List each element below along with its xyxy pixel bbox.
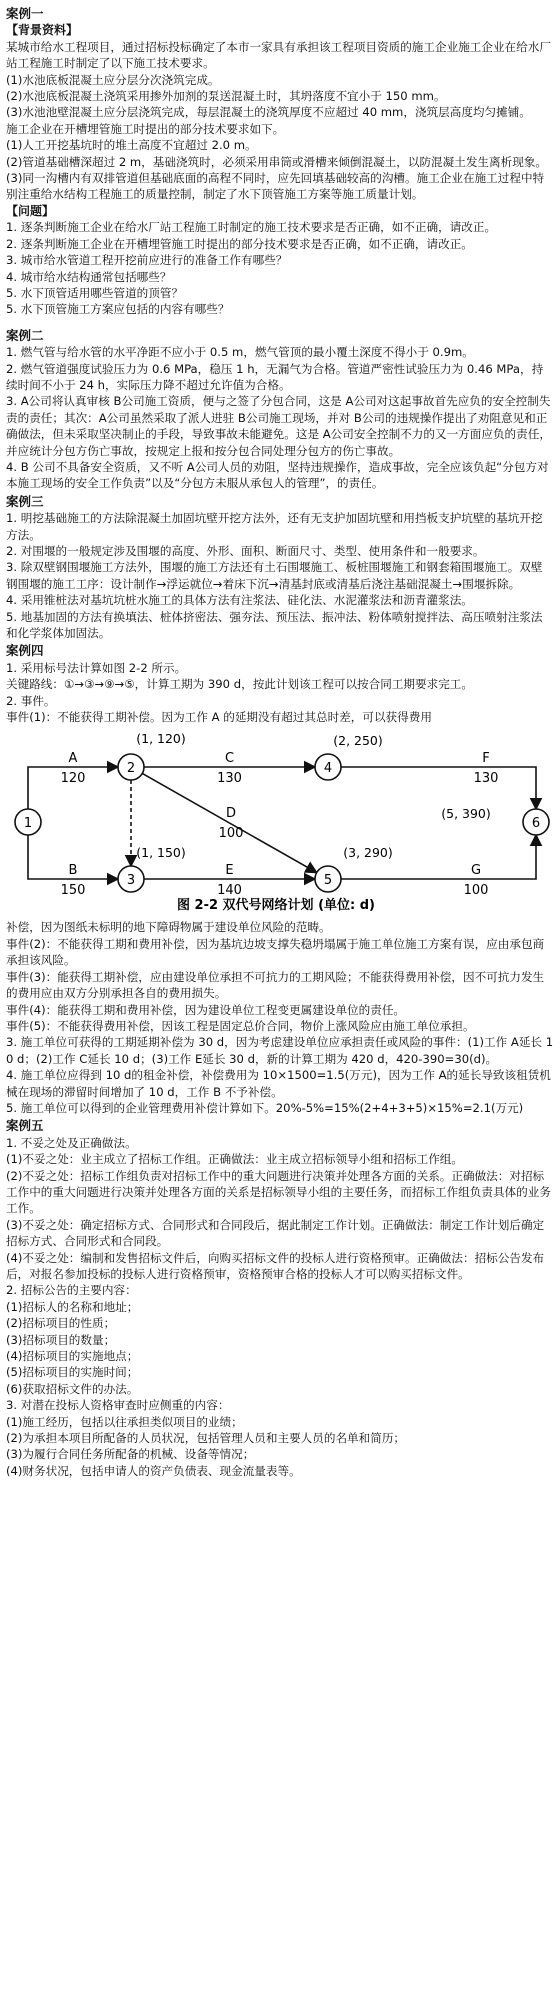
diagram-caption: 图 2-2 双代号网络计划 (单位: d) (177, 898, 375, 914)
case4-intro-line: 1. 采用标号法计算如图 2-2 所示。 (6, 660, 187, 675)
case3-item: 5. 地基加固的方法有换填法、桩体挤密法、强夯法、预压法、振冲法、粉体喷射搅拌法、高压喷射注浆法和化学浆体加固法。 (6, 609, 543, 641)
case4-line: 补偿，因为图纸未标明的地下障碍物属于建设单位风险的范畴。 (6, 920, 331, 935)
diagram-nodes (15, 731, 549, 892)
case5-line: (4)财务状况，包括申请人的资产负债表、现金流量表等。 (6, 1463, 301, 1478)
case5-line: (1)施工经历，包括以往承担类似项目的业绩； (6, 1414, 243, 1429)
case1-pipe-req: (1)人工开挖基坑时的堆土高度不宜超过 2.0 m。 (6, 138, 257, 153)
case4-title: 案例四 (6, 643, 44, 659)
activity-duration-label: 100 (463, 883, 489, 899)
case1-intro: 某城市给水工程项目，通过招标投标确定了本市一家具有承担该工程项目资质的施工企业施工企业在给水厂站工程施工时制定了以下施工技术要求。 (6, 39, 551, 71)
case1-background-label: 【背景资料】 (6, 23, 79, 38)
case4-line: 事件(5)：不能获得费用补偿，因该工程是固定总价合同，物价上涨风险应由施工单位承担。 (6, 1018, 475, 1033)
activity-duration-label: 120 (60, 771, 86, 787)
case5-line: (3)招标项目的数量； (6, 1332, 116, 1347)
case5-line: (4)招标项目的实施地点； (6, 1349, 139, 1364)
case5-line: (1)不妥之处：业主成立了招标工作组。正确做法：业主成立招标领导小组和招标工作组。 (6, 1152, 463, 1167)
case4-line: 事件(4)：能获得工期和费用补偿，因为建设单位工程变更属建设单位的责任。 (6, 1002, 406, 1017)
case2-item: 1. 燃气管与给水管的水平净距不应小于 0.5 m，燃气管顶的最小覆土深度不得小于 0.9m。 (6, 345, 474, 360)
case1-title: 案例一 (6, 6, 44, 21)
case4-line: 事件(3)：能获得工期补偿，应由建设单位承担不可抗力的工期风险；不能获得费用补偿，因不可抗力发生的费用应由双方分别承担各自的费用损失。 (6, 969, 545, 1001)
diagram-node-number: 5 (323, 873, 333, 889)
case5-line: (2)招标项目的性质； (6, 1316, 116, 1331)
activity-name-label: G (470, 863, 482, 879)
case1-question: 5. 水下顶管适用哪些管道的顶管？ (6, 285, 184, 300)
case3-item: 4. 采用锥桩法对基坑坑桩水施工的具体方法有注浆法、硅化法、水泥灌浆法和沥青灌浆法。 (6, 593, 473, 608)
case2-item: 3. A公司将认真审核 B公司施工资质，便与之签了分包合同，这是 A公司对这起事故首先应负的安全控制失责的责任；其次：A公司虽然采取了派人进驻 B公司施工现场，并对 B公司的违规操作提出了劝阻意见和正确做法，但未采取坚决制止的手段，导致事故未能避免。这是 A公司安全控制不力的又一方面应负的责任，并应统计分包方伤亡事故，按规定上报和按分包合同处理分包方的伤亡事故。 (6, 394, 551, 458)
diagram-node-label: (1, 150) (136, 845, 186, 861)
diagram-node-number: 6 (531, 816, 541, 832)
case1-question-label: 【问题】 (6, 203, 55, 218)
case1-req: (1)水池底板混凝土应分层分次浇筑完成。 (6, 72, 220, 87)
activity-duration-label: 150 (60, 883, 86, 899)
activity-name-label: C (224, 751, 235, 767)
diagram-node-label: (2, 250) (333, 733, 383, 749)
case3-item: 3. 除双壁钢围堰施工方法外，围堰的施工方法还有土石围堰施工、板桩围堰施工和钢套箱围堰施工。双壁钢围堰的施工工序：设计制作→浮运就位→着床下沉→清基封底或清基后浇注基础混凝土→围堰拆除。 (6, 560, 543, 591)
case1-req: (3)水池池壁混凝土应分层浇筑完成，每层混凝土的浇筑厚度不应超过 40 mm，浇筑层高度均匀摊铺。 (6, 105, 531, 120)
case5-line: (5)招标项目的实施时间； (6, 1365, 139, 1380)
activity-name-label: A (68, 751, 78, 767)
case3-item: 1. 明挖基础施工的方法除混凝土加固坑壁开挖方法外，还有无支护加固坑壁和用挡板支护坑壁的基坑开挖方法。 (6, 511, 543, 542)
activity-name-label: E (225, 863, 234, 879)
activity-name-label: F (482, 751, 490, 767)
diagram-node-label: (1, 120) (136, 731, 186, 747)
case4-line: 3. 施工单位可获得的工期延期补偿为 30 d，因为考虑建设单位应承担责任或风险的事件：(1)工作 A延长 10 d；(2)工作 C延长 10 d；(3)工作 E延长 30 d，新的计算工期为 420 d，420-390=30(d)。 (6, 1035, 554, 1066)
case1-question: 4. 城市给水结构通常包括哪些？ (6, 269, 172, 284)
case4-line: 4. 施工单位应得到 10 d的租金补偿，补偿费用为 10×1500=1.5(万元)，因为工作 A的延长导致该租赁机械在现场的滞留时间增加了 10 d，工作 B 不予补偿。 (6, 1068, 551, 1099)
case5-line: (4)不妥之处：编制和发售招标文件后，向购买招标文件的投标人进行资格预审。正确做法：招标公告发布后，对报名参加投标的投标人进行资格预审，资格预审合格的投标人才可以购买招标文件。 (6, 1250, 545, 1281)
case1-req: (2)水池底板混凝土浇筑采用掺外加剂的泵送混凝土时，其坍落度不宜小于 150 mm。 (6, 89, 446, 104)
case2-item: 4. B 公司不具备安全资质，又不听 A公司人员的劝阻，坚持违规操作，造成事故，完全应该负起“分包方对本施工现场的安全工作负责”以及“分包方未服从承包人的管理”，的责任。 (6, 459, 549, 491)
case4-intro-line: 2. 事件。 (6, 693, 56, 708)
case3-title: 案例三 (6, 493, 44, 509)
case1-question: 3. 城市给水管道工程开挖前应进行的准备工作有哪些？ (6, 253, 288, 268)
case5-line: 3. 对潜在投标人资格审查时应侧重的内容： (6, 1398, 230, 1413)
diagram-node-number: 2 (126, 761, 136, 777)
case5-line: (3)不妥之处：确定招标方式、合同形式和合同段后，据此制定工作计划。正确做法：制定工作计划后确定招标方式、合同形式和合同段。 (6, 1217, 545, 1249)
case1-pipe-req: (3)同一沟槽内有双排管道但基础底面的高程不同时，应先回填基础较高的沟槽。施工企业在施工过程中特别注重给水结构工程施工的质量控制，制定了水下顶管施工方案等施工质量计划。 (6, 171, 545, 202)
diagram-node-number: 1 (23, 816, 33, 832)
case5-line: (2)为承担本项目所配备的人员状况，包括管理人员和主要人员的名单和简历； (6, 1431, 406, 1446)
case5-line: (2)不妥之处：招标工作组负责对招标工作中的重大问题进行决策并处理各方面的关系。正确做法：对招标工作中的重大问题进行决策并处理各方面的关系是招标领导小组的主要任务，而招标工作组负责具体的业务工作。 (6, 1168, 551, 1216)
diagram-node-number: 4 (323, 761, 333, 777)
activity-duration-label: 140 (217, 883, 242, 899)
diagram-edges (28, 751, 536, 898)
case1-question: 5. 水下顶管施工方案应包括的内容有哪些？ (6, 302, 230, 317)
diagram-arrow (341, 767, 536, 809)
activity-name-label: B (68, 863, 78, 879)
case5-line: (6)获取招标文件的办法。 (6, 1381, 139, 1396)
diagram-node-number: 3 (126, 873, 136, 889)
case5-line: 1. 不妥之处及正确做法。 (6, 1135, 137, 1150)
activity-name-label: D (225, 806, 237, 822)
case2-item: 2. 燃气管道强度试验压力为 0.6 MPa，稳压 1 h，无漏气为合格。管道严密性试验压力为 0.46 MPa，持续时间不小于 24 h，实际压力降不超过允许值为合格。 (6, 361, 544, 392)
case2-title: 案例二 (6, 327, 44, 343)
case5-line: 2. 招标公告的主要内容： (6, 1283, 137, 1298)
case1-pipe-req: (2)管道基础槽深超过 2 m，基础浇筑时，必须采用串筒或滑槽来倾倒混凝土，以防混凝土发生离析现象。 (6, 154, 547, 169)
case5-line: (1)招标人的名称和地址； (6, 1299, 139, 1314)
case4-intro-line: 事件(1)：不能获得工期补偿。因为工作 A 的延期没有超过其总时差，可以获得费用 (6, 710, 432, 725)
activity-duration-label: 130 (217, 771, 242, 787)
case3-item: 2. 对围堰的一般规定涉及围堰的高度、外形、面积、断面尺寸、类型、使用条件和一般要求。 (6, 544, 485, 558)
activity-duration-label: 100 (218, 826, 244, 842)
case4-intro-line: 关键路线：①→③→⑨→⑤，计算工期为 390 d，按此计划该工程可以按合同工期要求完工。 (6, 677, 473, 692)
case1-pipe-intro: 施工企业在开槽埋管施工时提出的部分技术要求如下。 (6, 121, 285, 136)
network-diagram (6, 727, 552, 917)
case5-lines (6, 1135, 554, 1480)
case4-line: 事件(2)：不能获得工期和费用补偿，因为基坑边坡支撑失稳坍塌属于施工单位施工方案有误，应由承包商承担该风险。 (6, 936, 545, 968)
case5-line: (3)为履行合同任务所配备的机械、设备等情况； (6, 1447, 255, 1462)
case1-question: 1. 逐条判断施工企业在给水厂站工程施工时制定的施工技术要求是否正确，如不正确，请改正。 (6, 220, 497, 235)
case5-title: 案例五 (6, 1118, 44, 1134)
case4-line: 5. 施工单位可以得到的企业管理费用补偿计算如下。20%-5%=15%(2+4+3+5)×15%=2.1(万元) (6, 1100, 524, 1115)
diagram-node-label: (3, 290) (343, 845, 393, 861)
activity-duration-label: 130 (473, 771, 499, 787)
case1-question: 2. 逐条判断施工企业在开槽埋管施工时提出的部分技术要求是否正确，如不正确，请改正。 (6, 236, 473, 251)
diagram-node-label: (5, 390) (441, 806, 491, 822)
